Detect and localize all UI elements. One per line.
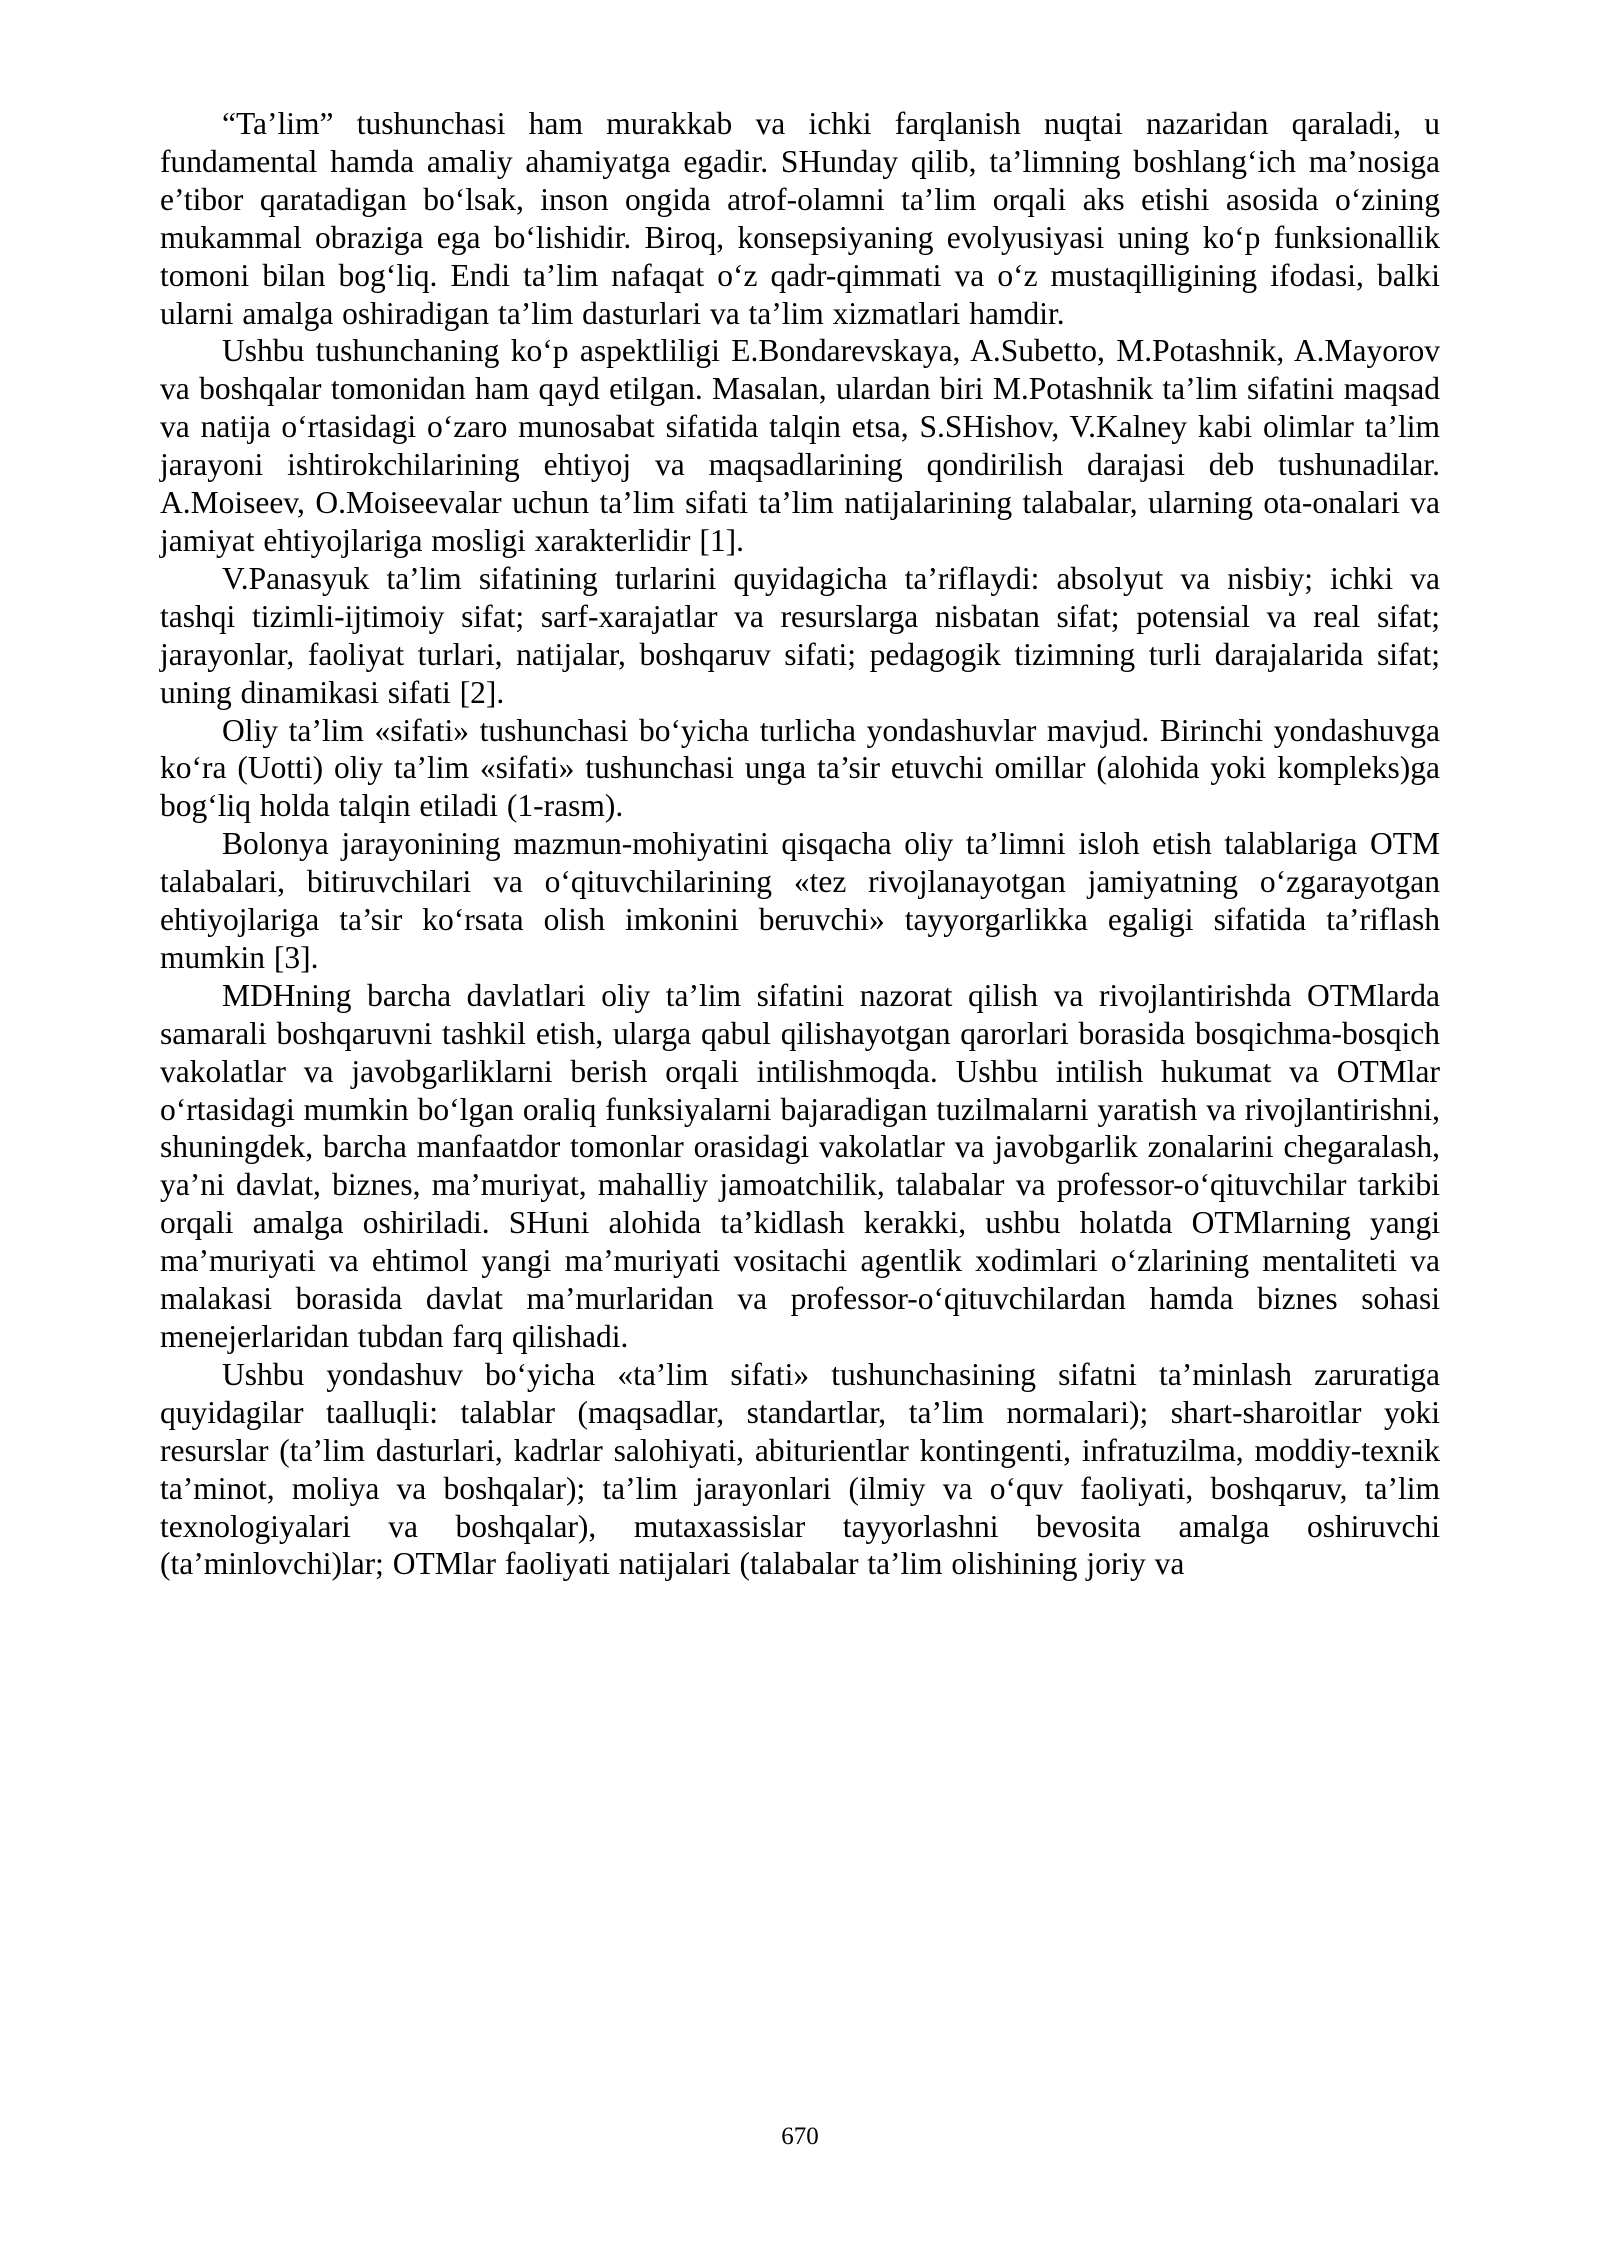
paragraph-4: Oliy ta’lim «sifati» tushunchasi boʻyicha turlicha yondashuvlar mavjud. Birinchi yondashuvga koʻra (Uotti) oliy ta’lim «sifati» tushunchasi unga ta’sir etuvchi omillar (alohida yoki kompleks)ga bogʻliq holda talqin etiladi (1-rasm).: [160, 712, 1440, 824]
page-content: [160, 105, 1440, 1583]
paragraph-5: Bolonya jarayonining mazmun-mohiyatini qisqacha oliy ta’limni isloh etish talablariga OTM talabalari, bitiruvchilari va oʻqituvchilarining «tez rivojlanayotgan jamiyatning oʻzgarayotgan ehtiyojlariga ta’sir koʻrsata olish imkonini beruvchi» tayyorgarlikka egaligi sifatida ta’riflash mumkin [3].: [160, 826, 1440, 975]
paragraph-1: “Ta’lim” tushunchasi ham murakkab va ichki farqlanish nuqtai nazaridan qaraladi, u fundamental hamda amaliy ahamiyatga egadir. SHunday qilib, ta’limning boshlangʻich ma’nosiga e’tibor qaratadigan boʻlsak, inson ongida atrof-olamni ta’lim orqali aks etishi asosida oʻzining mukammal obraziga ega boʻlishidir. Biroq, konsepsiyaning evolyusiyasi uning koʻp funksionallik tomoni bilan bogʻliq. Endi ta’lim nafaqat oʻz qadr-qimmati va oʻz mustaqilligining ifodasi, balki ularni amalga oshiradigan ta’lim dasturlari va ta’lim xizmatlari hamdir.: [160, 106, 1440, 331]
paragraph-7: Ushbu yondashuv boʻyicha «ta’lim sifati» tushunchasining sifatni ta’minlash zaruratiga quyidagilar taalluqli: talablar (maqsadlar, standartlar, ta’lim normalari); shart-sharoitlar yoki resurslar (ta’lim dasturlari, kadrlar salohiyati, abiturientlar kontingenti, infratuzilma, moddiy-texnik ta’minot, moliya va boshqalar); ta’lim jarayonlari (ilmiy va oʻquv faoliyati, boshqaruv, ta’lim texnologiyalari va boshqalar), mutaxassislar tayyorlashni bevosita amalga oshiruvchi (ta’minlovchi)lar; OTMlar faoliyati natijalari (talabalar ta’lim olishining joriy va: [160, 1356, 1440, 1582]
paragraph-6: MDHning barcha davlatlari oliy ta’lim sifatini nazorat qilish va rivojlantirishda OTMlarda samarali boshqaruvni tashkil etish, ularga qabul qilishayotgan qarorlari borasida bosqichma-bosqich vakolatlar va javobgarliklarni berish orqali intilishmoqda. Ushbu intilish hukumat va OTMlar oʻrtasidagi mumkin boʻlgan oraliq funksiyalarni bajaradigan tuzilmalarni yaratish va rivojlantirishni, shuningdek, barcha manfaatdor tomonlar orasidagi vakolatlar va javobgarlik zonalarini chegaralash, ya’ni davlat, biznes, ma’muriyat, mahalliy jamoatchilik, talabalar va professor-oʻqituvchilar tarkibi orqali amalga oshiriladi. SHuni alohida ta’kidlash kerakki, ushbu holatda OTMlarning yangi ma’muriyati va ehtimol yangi ma’muriyati vositachi agentlik xodimlari oʻzlarining mentaliteti va malakasi borasida davlat ma’murlaridan va professor-oʻqituvchilardan hamda biznes sohasi menejerlaridan tubdan farq qilishadi.: [160, 977, 1440, 1354]
paragraph-2: Ushbu tushunchaning koʻp aspektliligi E.Bondarevskaya, A.Subetto, M.Potashnik, A.Mayorov va boshqalar tomonidan ham qayd etilgan. Masalan, ulardan biri M.Potashnik ta’lim sifatini maqsad va natija oʻrtasidagi oʻzaro munosabat sifatida talqin etsa, S.SHishov, V.Kalney kabi olimlar ta’lim jarayoni ishtirokchilarining ehtiyoj va maqsadlarining qondirilish darajasi deb tushunadilar. A.Moiseev, O.Moiseevalar uchun ta’lim sifati ta’lim natijalarining talabalar, ularning ota-onalari va jamiyat ehtiyojlariga mosligi xarakterlidir [1].: [160, 333, 1440, 558]
paragraph-3: V.Panasyuk ta’lim sifatining turlarini quyidagicha ta’riflaydi: absolyut va nisbiy; ichki va tashqi tizimli-ijtimoiy sifat; sarf-xarajatlar va resurslarga nisbatan sifat; potensial va real sifat; jarayonlar, faoliyat turlari, natijalar, boshqaruv sifati; pedagogik tizimning turli darajalarida sifat; uning dinamikasi sifati [2].: [160, 560, 1440, 710]
page-number: 670: [781, 2123, 819, 2150]
